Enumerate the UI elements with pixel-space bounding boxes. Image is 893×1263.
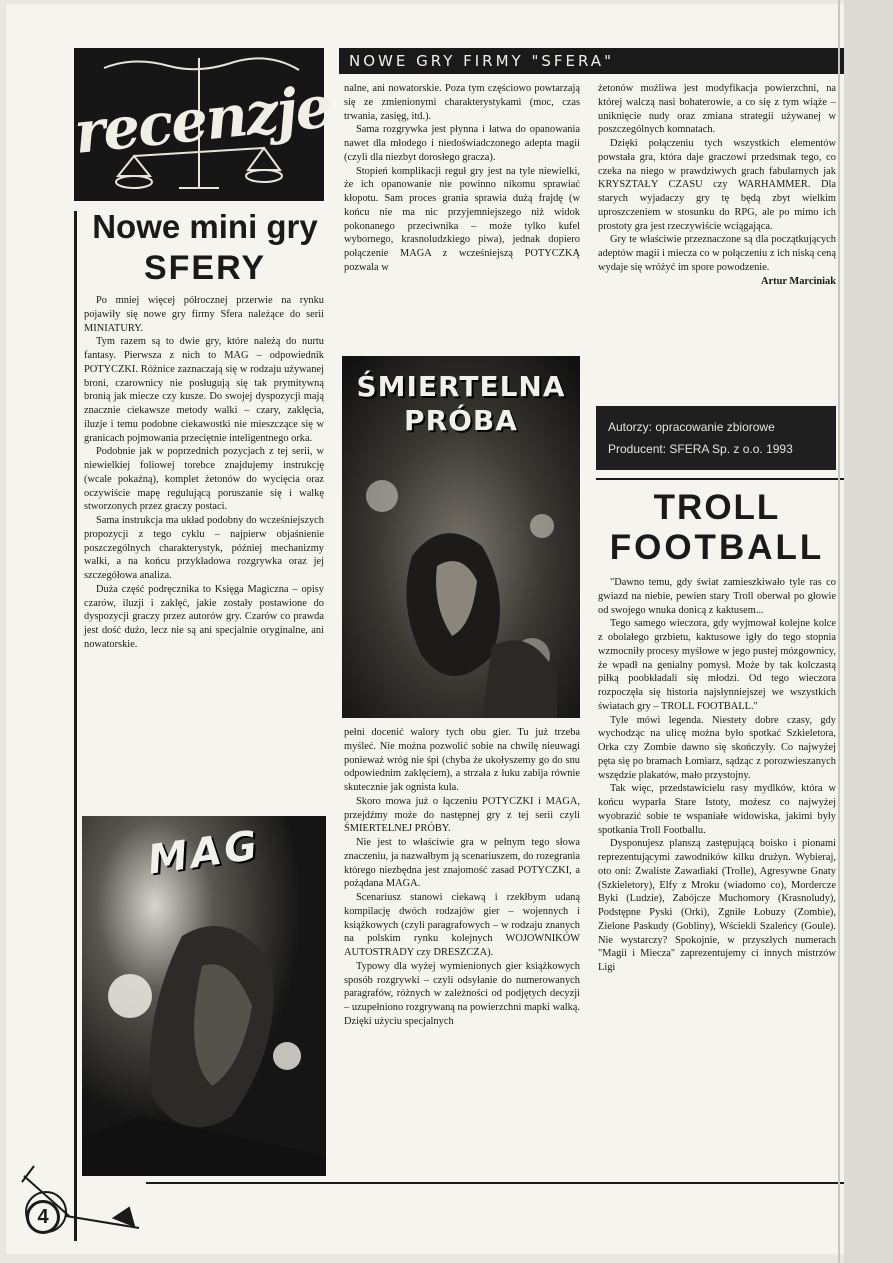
paragraph: nalne, ani nowatorskie. Poza tym częściowo powtarzają się ze zmienionymi charakterystykami (moc, czas trwania, zasięg, itd.). <box>344 83 580 122</box>
paragraph: Dysponujesz planszą zastępującą boisko i pionami reprezentującymi zawodników kilku drużyn. Wybieraj, oto oni: Zwaliste Zawadiaki (Trolle), Agresywne Gnaty (Szkieletory), Elfy z Mroku (wiadomo co), Mordercze Byki (Ludzie), Zabójcze Muchomory (Krasnoludy), Podstępne Pyski (Orki), Zgniłe Łobuzy (Zombie), Zielone Paskudy (Gobliny), Wściekli Szaleńcy (Goule). Nie wystarczy? Spokojnie, w przyszłych numerach "Magii i Miecza" zaprezentujemy ci innych mistrzów Ligi <box>598 838 836 973</box>
smiertelna-proba-cover-title: ŚMIERTELNA PRÓBA <box>356 370 566 437</box>
article1-column2-top <box>344 82 580 275</box>
paragraph: Tak więc, przedstawicielu rasy mydlków, która w końcu wyparła Stare Istoty, możesz co najwyżej wyobrazić sobie te wspaniałe widowiska, jakimi były spotkania Troll Footballu. <box>598 783 836 836</box>
credits-producer: Producent: SFERA Sp. z o.o. 1993 <box>608 442 793 456</box>
mag-cover-title: MAG <box>145 822 263 884</box>
paragraph: "Dawno temu, gdy świat zamieszkiwało tyle ras co gwiazd na niebie, pewien stary Troll oberwał po głowie od swojego wnuka donicą z kaktusem... <box>598 577 836 616</box>
paragraph: Dzięki połączeniu tych wszystkich elementów powstała gra, która daje graczowi przedsmak tego, co czeka na niego w prawdziwych grach fabularnych jak KRYSZTAŁY CZASU czy WARHAMMER. Dla starych wyjadaczy gry tę będą zbyt wielkim uproszczeniem w stosunku do RPG, ale po mimo ich prostoty gra jest rzeczywiście wciągająca. <box>598 138 836 232</box>
section-banner-recenzje <box>71 48 334 201</box>
paragraph: Duża część podręcznika to Księga Magiczna – opisy czarów, iluzji i zaklęć, jakie zostały postawione do dyspozycji graczy przez autorów gry. Czarów co prawda jest dość dużo, lecz nie są ani specjalnie oryginalne, ani nowatorskie. <box>84 583 324 650</box>
section-title: recenzje <box>71 72 334 167</box>
article-title-line2: SFERY <box>143 249 267 287</box>
article-divider <box>596 478 844 480</box>
credits-box <box>596 406 836 470</box>
footer-rule <box>146 1182 844 1184</box>
paragraph: Sama rozgrywka jest płynna i łatwa do opanowania nawet dla młodego i niedoświadczonego adepta magii (czyli dla niezbyt dorosłego gracza). <box>344 124 580 163</box>
paragraph: Typowy dla wyżej wymienionych gier książkowych sposób rozgrywki – czyli odsyłanie do numerowanych paragrafów, różnych w zależności od podjętych decyzji – uzupełniono rozgrywaną na powierzchni mapki walką. Dzięki użyciu specjalnych <box>344 960 580 1027</box>
credits-authors: Autorzy: opracowanie zbiorowe <box>608 420 775 434</box>
section-header-bar <box>339 48 844 74</box>
page-number: 4 <box>26 1200 60 1234</box>
paragraph: Tym razem są to dwie gry, które należą do nurtu fantasy. Pierwsza z nich to MAG – odpowiednik POTYCZKI. Różnice zaznaczają się w rodzaju używanej broni, czarownicy nie posługują się tak prymitywną bronią jak miecze czy kusze. Do swojej dyspozycji mają znacznie ciekawsze metody walki – czary, zaklęcia, iluzje i temu podobne ciekawostki nie mieszczące się w granicach pojmowania przeciętnie inteligentnego orka. <box>84 336 324 444</box>
column-rule <box>74 211 77 1241</box>
magazine-page <box>6 4 844 1254</box>
article1-column2-bottom <box>344 726 580 1029</box>
article2-title-line2: FOOTBALL <box>609 528 825 567</box>
paragraph: Skoro mowa już o łączeniu POTYCZKI i MAGA, przejdźmy może do następnej gry z tej serii czyli ŚMIERTELNEJ PRÓBY. <box>344 795 580 835</box>
page-edge-shadow <box>838 0 840 1263</box>
paragraph: Nie jest to właściwie gra w pełnym tego słowa znaczeniu, ja nazwałbym ją scenariuszem, do rozegrania którego niezbędna jest znajomość zasad POTYCZKI, a pożądana MAGA. <box>344 837 580 890</box>
paragraph: Gry te właściwie przeznaczone są dla początkujących adeptów magii i miecza co w połączeniu z ich niską ceną wydaje się wróżyć im spore powodzenie. <box>598 234 836 273</box>
article1-column3 <box>598 82 836 288</box>
paragraph: Sama instrukcja ma układ podobny do wcześniejszych propozycji z tego cyklu – najpierw objaśnienie poszczególnych charakterystyk, później mechanizmy walki, a na końcu przykładowa rozgrywka oraz jej szczegółowa analiza. <box>84 515 324 581</box>
mag-cover-image <box>82 816 326 1176</box>
paragraph: żetonów możliwa jest modyfikacja powierzchni, na której walczą nasi bohaterowie, a co się z tym wiąże – uniknięcie nudy oraz zmiana strategii używanej w poszczególnych komnatach. <box>598 83 836 136</box>
smiertelna-proba-cover-image <box>342 356 580 718</box>
article2-title-line1: TROLL <box>653 488 781 527</box>
paragraph: Tego samego wieczora, gdy wyjmował kolejne kolce z obolałego grzbietu, kaktusowe igły do tego stopnia wzmocniły procesy myślowe w jego pustej mózgownicy, że wpadł na genialny pomysł. Może by tak kolczastą piłką poobkładali się młodzi. Od tego wieczora rozpoczęła się historia najsłynniejszej we wszystkich światach gry – TROLL FOOTBALL." <box>598 618 836 712</box>
article2-column <box>598 576 836 975</box>
page-edge <box>844 0 893 1263</box>
paragraph: pełni docenić walory tych obu gier. Tu już trzeba myśleć. Nie można pozwolić sobie na chwilę nieuwagi ponieważ wróg nie śpi (chyba że ukołyszemy go do snu odpowiednim zaklęciem), a strzała z łuku zabija równie skutecznie jak ognista kula. <box>344 727 580 793</box>
paragraph: Podobnie jak w poprzednich pozycjach z tej serii, w niewielkiej foliowej torebce znajdujemy instrukcję (wcale pokaźną), komplet żetonów do wycięcia oraz oczywiście mapę regulującą poruszanie się i walkę stworzonych przez graczy postaci. <box>84 446 324 513</box>
author-signature: Artur Marciniak <box>761 275 836 287</box>
paragraph: Po mniej więcej półrocznej przerwie na rynku pojawiły się nowe gry firmy Sfera należące do serii MINIATURY. <box>84 295 324 334</box>
article-title-line1: Nowe mini gry <box>92 208 318 245</box>
article1-column1 <box>84 294 324 652</box>
paragraph: Stopień komplikacji reguł gry jest na tyle niewielki, że ich opanowanie nie powinno nikomu sprawiać kłopotu. Sam proces grania sprawia dużą frajdę (w końcu nie ma nic przyjemniejszego niż widok pokonanego przeciwnika – może tylko kufel wybornego, krasnoludzkiego piwa), jednak dopiero połączenie MAGA z wcześniejszą POTYCZKĄ pozwala w <box>344 165 580 273</box>
paragraph: Scenariusz stanowi ciekawą i rzekłbym udaną kompilację dwóch rodzajów gier – wojennych i książkowych (czyli paragrafowych – w rodzaju znanych na polskim rynku kolejnych WOJOWNIKÓW AUTOSTRADY czy DRESZCZA). <box>344 892 580 958</box>
section-header-title: NOWE GRY FIRMY "SFERA" <box>349 52 614 70</box>
paragraph: Tyle mówi legenda. Niestety dobre czasy, gdy wychodząc na ulicę można było spotkać Szkieletora, Orka czy Zombie dawno się skończyły. Co najwyżej pęta się po bramach Łomiarz, sądząc z porozwieszanych wszędzie plakatów, mało przystojny. <box>598 714 836 781</box>
